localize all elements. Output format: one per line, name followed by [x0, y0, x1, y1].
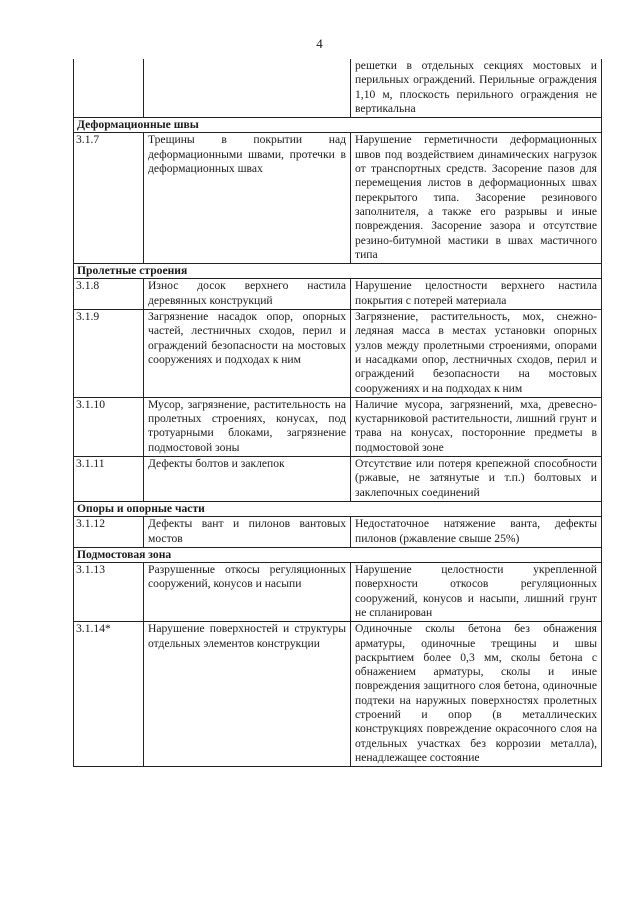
section-title: Опоры и опорные части: [74, 501, 602, 516]
row-examples: решетки в отдельных секциях мостовых и перильных ограждений. Перильные ограждения 1,10 м, плоскость перильного ограждения не вертикальна: [351, 59, 602, 118]
row-number: 3.1.9: [74, 310, 144, 398]
row-defect: Мусор, загрязнение, растительность на пролетных строениях, конусах, под тротуарными блоками, загрязнение подмостовой зоны: [144, 397, 351, 456]
row-examples: Отсутствие или потеря крепежной способности (ржавые, не затянутые и т.п.) болтовых и заклепочных соединений: [351, 457, 602, 502]
row-examples: Одиночные сколы бетона без обнажения арматуры, одиночные трещины и швы раскрытием более 0,3 мм, сколы бетона с обнажением арматуры, сколы и иные повреждения защитного слоя бетона, одиночные подтеки на наружных поверхностях пролетных строений и опор (в металлических конструкциях повреждение окрасочного слоя на отдельных участках без коррозии металла), ненадлежащее состояние: [351, 622, 602, 767]
row-examples: Загрязнение, растительность, мох, снежно-ледяная масса в местах установки опорных узлов между пролетными строениями, опорами и насадками опор, лестничных сходов, перил и ограждений безопасности на мостовых сооружениях и на подходах к ним: [351, 310, 602, 398]
section-title: Подмостовая зона: [74, 547, 602, 562]
row-number: 3.1.10: [74, 397, 144, 456]
section-header-expansion-joints: [74, 118, 602, 133]
row-examples: Недостаточное натяжение ванта, дефекты пилонов (ржавление свыше 25%): [351, 517, 602, 548]
row-number: 3.1.12: [74, 517, 144, 548]
page-number: 4: [316, 36, 323, 51]
section-title: Деформационные швы: [74, 118, 602, 133]
section-header-under-bridge-zone: [74, 547, 602, 562]
row-defect: Износ досок верхнего настила деревянных конструкций: [144, 279, 351, 310]
row-examples: Нарушение целостности верхнего настила покрытия с потерей материала: [351, 279, 602, 310]
row-number: 3.1.13: [74, 563, 144, 622]
table-row: [74, 279, 602, 310]
defects-table: [73, 59, 602, 767]
row-number: 3.1.7: [74, 133, 144, 264]
row-defect: Дефекты болтов и заклепок: [144, 457, 351, 502]
row-defect: Нарушение поверхностей и структуры отдельных элементов конструкции: [144, 622, 351, 767]
section-title: Пролетные строения: [74, 264, 602, 279]
row-examples: Нарушение целостности укрепленной поверхности откосов регуляционных сооружений, конусов и насыпи, лишний грунт не спланирован: [351, 563, 602, 622]
table-row: [74, 457, 602, 502]
table-row: [74, 133, 602, 264]
section-header-supports: [74, 501, 602, 516]
row-defect: Дефекты вант и пилонов вантовых мостов: [144, 517, 351, 548]
table-row: [74, 310, 602, 398]
row-number: 3.1.11: [74, 457, 144, 502]
row-number: 3.1.14*: [74, 622, 144, 767]
table-row: [74, 517, 602, 548]
table-row-continuation: [74, 59, 602, 118]
row-examples: Наличие мусора, загрязнений, мха, древесно-кустарниковой растительности, лишний грунт и трава на конусах, посторонние предметы в подмостовой зоне: [351, 397, 602, 456]
row-defect: [144, 59, 351, 118]
row-defect: Загрязнение насадок опор, опорных частей, лестничных сходов, перил и ограждений безопасности на мостовых сооружениях и подходах к ним: [144, 310, 351, 398]
row-number: [74, 59, 144, 118]
table-row: [74, 622, 602, 767]
section-header-spans: [74, 264, 602, 279]
row-examples: Нарушение герметичности деформационных швов под воздействием динамических нагрузок от транспортных средств. Засорение пазов для перемещения листов в деформационных швах перекрытого типа. Засорение резинового заполнителя, а также его разрывы и иные повреждения. Засорение зазора и отсутствие резино-битумной мастики в швах мастичного типа: [351, 133, 602, 264]
row-defect: Разрушенные откосы регуляционных сооружений, конусов и насыпи: [144, 563, 351, 622]
row-defect: Трещины в покрытии над деформационными швами, протечки в деформационных швах: [144, 133, 351, 264]
table-row: [74, 563, 602, 622]
row-number: 3.1.8: [74, 279, 144, 310]
table-row: [74, 397, 602, 456]
